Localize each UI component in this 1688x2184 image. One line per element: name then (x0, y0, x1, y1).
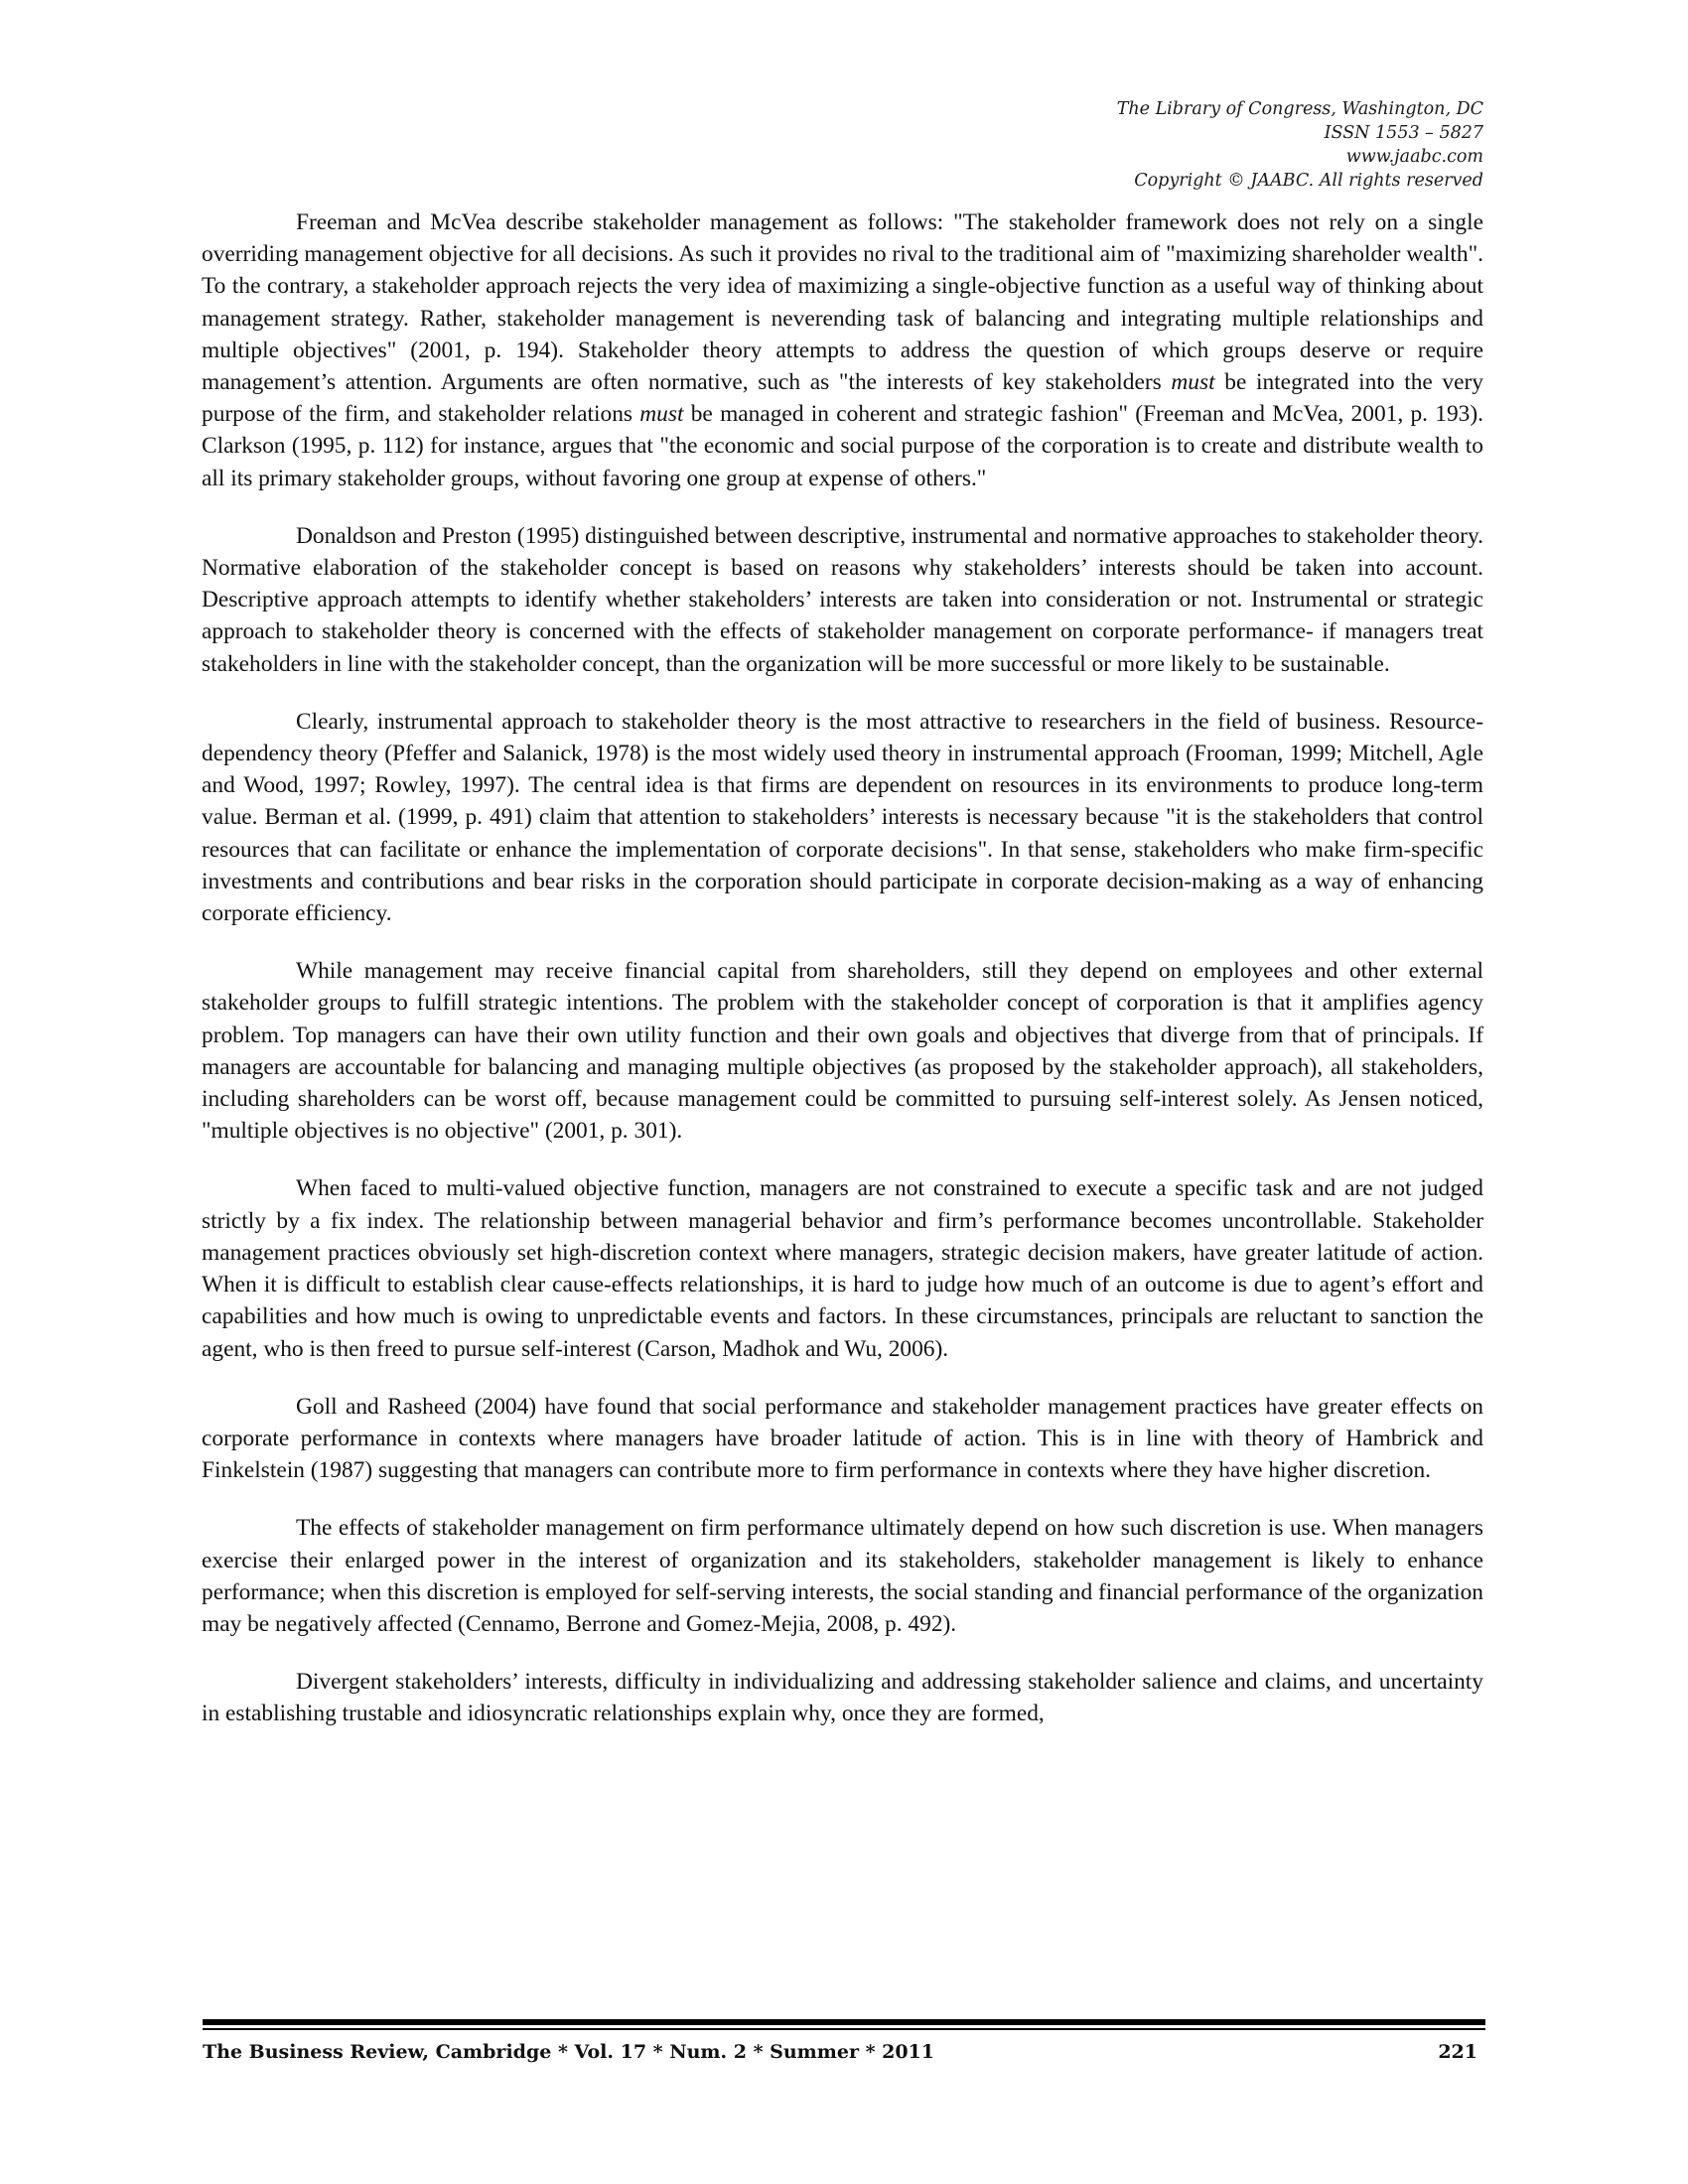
header-copyright-line: Copyright © JAABC. All rights reserved (1134, 171, 1483, 191)
paragraph-8: Divergent stakeholders’ interests, difficulty in individualizing and addressing stakeholder salience and claims, and uncertainty in establishing trustable and idiosyncratic relationships explain why, once they are formed, (202, 1669, 1483, 1727)
header-website-line: www.jaabc.com (1345, 147, 1483, 167)
header-publisher-line: The Library of Congress, Washington, DC (1116, 99, 1483, 119)
paragraph-7: The effects of stakeholder management on firm performance ultimately depend on how such discretion is use. When managers exercise their enlarged power in the interest of organization and its stakeholders, stakeholder management is likely to enhance performance; when this discretion is employed for self-serving interests, the social standing and financial performance of the organization may be negatively affected (Cennamo, Berrone and Gomez-Mejia, 2008, p. 492). (202, 1515, 1483, 1637)
paragraph-3: Clearly, instrumental approach to stakeholder theory is the most attractive to researchers in the field of business. Resource-dependency theory (Pfeffer and Salanick, 1978) is the most widely used theory in instrumental approach (Frooman, 1999; Mitchell, Agle and Wood, 1997; Rowley, 1997). The central idea is that firms are dependent on resources in its environments to produce long-term value. Berman et al. (1999, p. 491) claim that attention to stakeholders’ interests is necessary because "it is the stakeholders that control resources that can facilitate or enhance the implementation of corporate decisions". In that sense, stakeholders who make firm-specific investments and contributions and bear risks in the corporation should participate in corporate decision-making as a way of enhancing corporate efficiency. (202, 708, 1483, 927)
emphasis-must-2: must (639, 401, 684, 428)
paragraph-6: Goll and Rasheed (2004) have found that social performance and stakeholder management practices have greater effects on corporate performance in contexts where managers have broader latitude of action. This is in line with theory of Hambrick and Finkelstein (1987) suggesting that managers can contribute more to firm performance in contexts where they have higher discretion. (202, 1393, 1483, 1484)
paragraph-1-text-c: be managed in coherent and strategic fashion" (Freeman and McVea, 2001, p. 193). Clarkson (1995, p. 112) for instance, argues that "the economic and social purpose of the corporation is to create and distribute wealth to all its primary stakeholder groups, without favoring one group at expense of others." (202, 401, 1483, 491)
footer-rule-thick (203, 2019, 1485, 2025)
header-issn-line: ISSN 1553 – 5827 (1324, 123, 1483, 143)
page-number: 221 (1438, 2041, 1477, 2063)
paragraph-1-text-b: be integrated into the very purpose of the firm, and stakeholder relations (202, 369, 1483, 428)
paragraph-1-text-a: Freeman and McVea describe stakeholder management as follows: "The stakeholder framework does not rely on a single overriding management objective for all decisions. As such it provides no rival to the traditional aim of "maximizing shareholder wealth". To the contrary, a stakeholder approach rejects the very idea of maximizing a single-objective function as a useful way of thinking about management strategy. Rather, stakeholder management is neverending task of balancing and integrating multiple relationships and multiple objectives" (2001, p. 194). Stakeholder theory attempts to address the question of which groups deserve or require management’s attention. Arguments are often normative, such as "the interests of key stakeholders (202, 209, 1483, 396)
paragraph-1 (202, 206, 1483, 494)
paragraph-4: While management may receive financial capital from shareholders, still they depend on employees and other external stakeholder groups to fulfill strategic intentions. The problem with the stakeholder concept of corporation is that it amplifies agency problem. Top managers can have their own utility function and their own goals and objectives that diverge from that of principals. If managers are accountable for balancing and managing multiple objectives (as proposed by the stakeholder approach), all stakeholders, including shareholders can be worst off, because management could be committed to pursuing self-interest solely. As Jensen noticed, "multiple objectives is no objective" (2001, p. 301). (202, 958, 1483, 1145)
running-footer (203, 2037, 1485, 2067)
footer-journal-citation: The Business Review, Cambridge * Vol. 17 * Num. 2 * Summer * 2011 (203, 2041, 935, 2063)
footer-rule-thin (203, 2028, 1485, 2030)
paragraph-5: When faced to multi-valued objective function, managers are not constrained to execute a specific task and are not judged strictly by a fix index. The relationship between managerial behavior and firm’s performance becomes uncontrollable. Stakeholder management practices obviously set high-discretion context where managers, strategic decision makers, have greater latitude of action. When it is difficult to establish clear cause-effects relationships, it is hard to judge how much of an outcome is due to agent’s effort and capabilities and how much is owing to unpredictable events and factors. In these circumstances, principals are reluctant to sanction the agent, who is then freed to pursue self-interest (Carson, Madhok and Wu, 2006). (202, 1175, 1483, 1362)
paragraph-2: Donaldson and Preston (1995) distinguished between descriptive, instrumental and normative approaches to stakeholder theory. Normative elaboration of the stakeholder concept is based on reasons why stakeholders’ interests should be taken into account. Descriptive approach attempts to identify whether stakeholders’ interests are taken into consideration or not. Instrumental or strategic approach to stakeholder theory is concerned with the effects of stakeholder management on corporate performance- if managers treat stakeholders in line with the stakeholder concept, than the organization will be more successful or more likely to be sustainable. (202, 522, 1483, 677)
emphasis-must-1: must (1171, 369, 1215, 396)
running-header (1117, 97, 1483, 193)
article-body (202, 206, 1483, 1730)
